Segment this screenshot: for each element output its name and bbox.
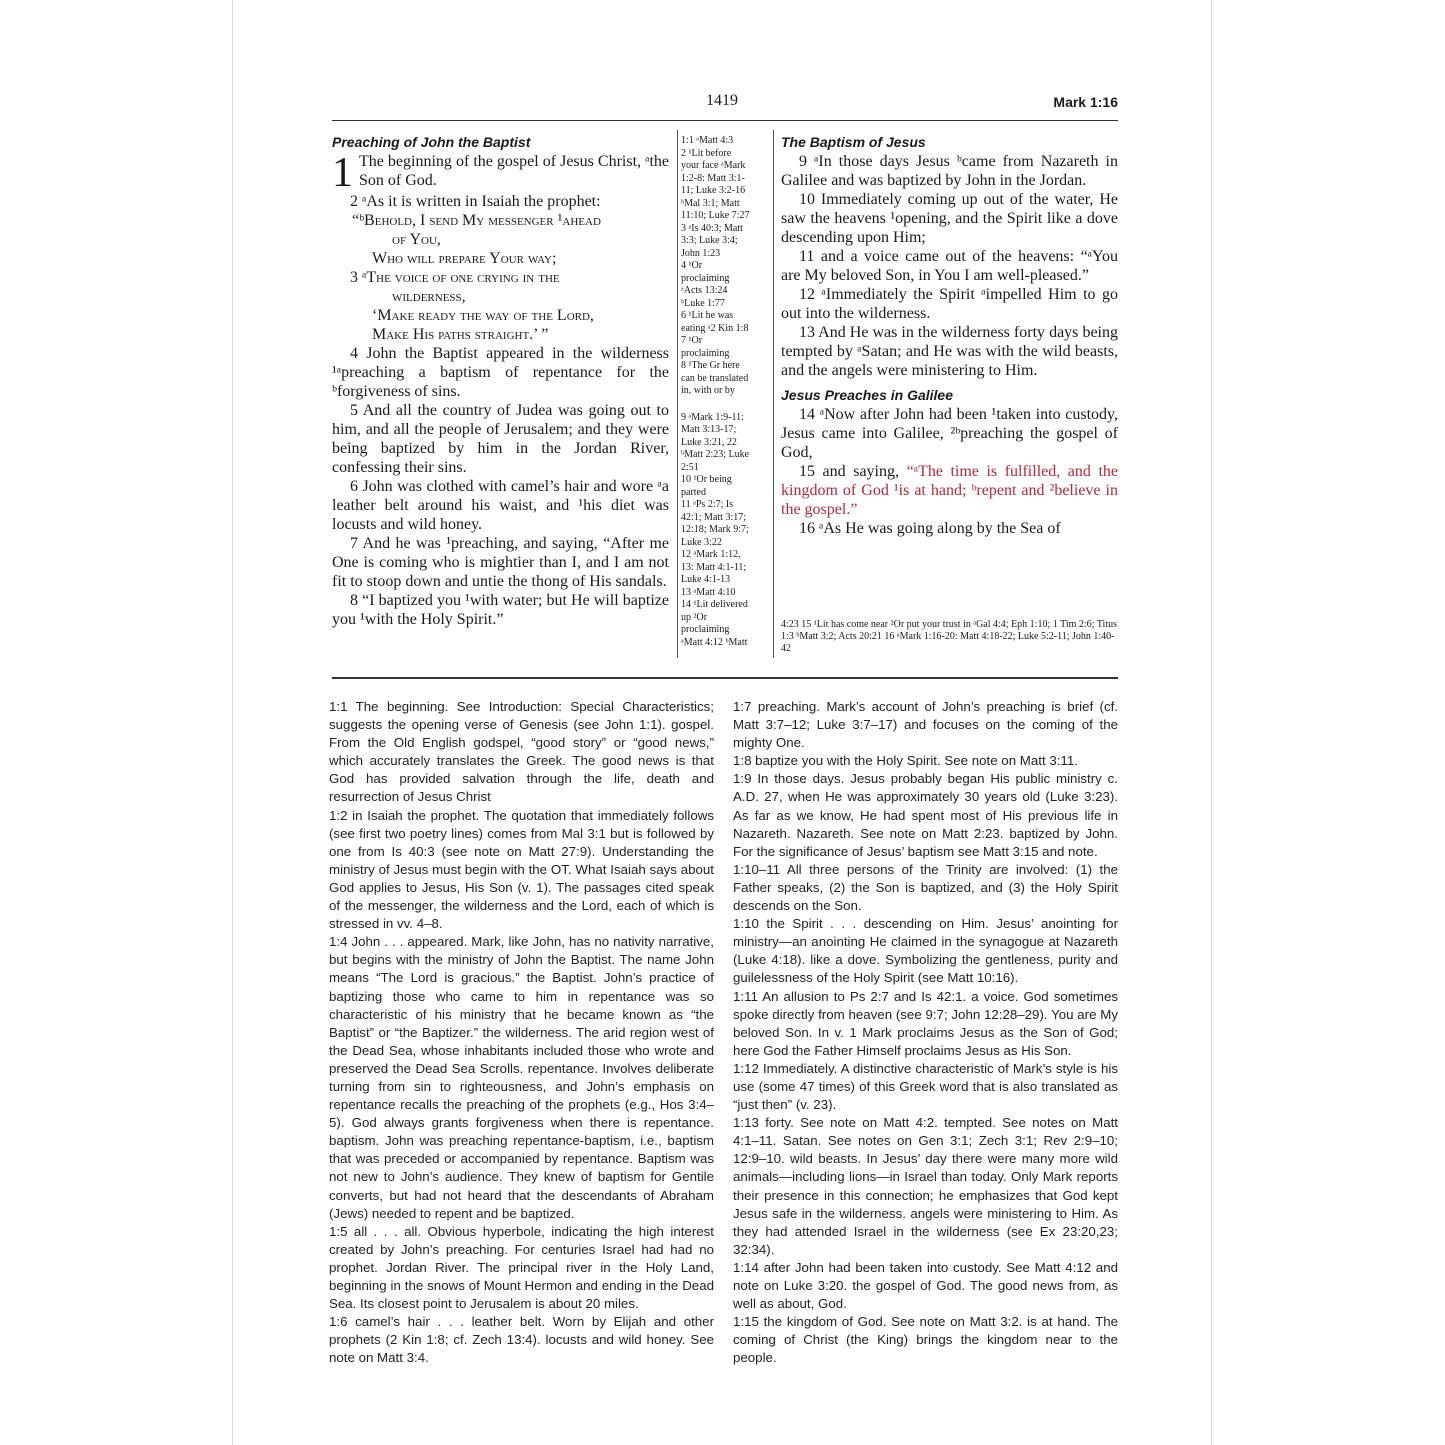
verse-15: 15 and saying, “ᵃThe time is fulfilled, and the kingdom of God ¹is at hand; ᵇrepent and ²believe in the gospel.” (781, 463, 1119, 518)
xref-line: Matt 3:13-17; (681, 424, 737, 435)
xref-line: 2 ¹Lit before (681, 147, 732, 159)
xref-line: 12 ᵃMark 1:12, (681, 549, 741, 560)
study-note: 1:14 after John had been taken into custody. See Matt 4:12 and note on Luke 3:20. the gospel of God. The good news from, as well as about, God. (733, 1259, 1118, 1312)
verse-9: 9 ᵃIn those days Jesus ᵇcame from Nazareth in Galilee and was baptized by John in the Jordan. (781, 153, 1118, 189)
verse-6: 6 John was clothed with camel’s hair and wore ᵃa leather belt around his waist, and ¹his diet was locusts and wild honey. (332, 478, 669, 533)
poetry-block-1 (332, 211, 669, 268)
xref-line: 11; Luke 3:2-16 (681, 185, 746, 196)
words-of-christ: “ᵃThe time is fulfilled, and the kingdom of God ¹is at hand; ᵇrepent and ²believe in the gospel.” (781, 463, 1119, 518)
verse-footnotes: 4:23 15 ¹Lit has come near ²Or put your trust in ᵃGal 4:4; Eph 1:10; 1 Tim 2:6; Titus 1:3 ᵇMatt 3:2; Acts 20:21 16 ᵃMark 1:16-20: Matt 4:18-22; Luke 5:2-11; John 1:40-42 (781, 619, 1117, 654)
xref-line: 13 ᵃMatt 4:10 (681, 586, 736, 598)
study-note: 1:7 preaching. Mark’s account of John’s preaching is brief (cf. Matt 3:7–12; Luke 3:7–17) and focuses on the coming of the mighty One. (733, 699, 1118, 751)
verse-12: 12 ᵃImmediately the Spirit ᵃimpelled Him to go out into the wilderness. (781, 286, 1118, 322)
section-heading: Jesus Preaches in Galilee (781, 387, 953, 403)
study-note: 1:8 baptize you with the Holy Spirit. See note on Matt 3:11. (733, 753, 1078, 769)
xref-line: ᵃMatt 4:12 ᵇMatt (681, 636, 748, 648)
study-note: 1:5 all . . . all. Obvious hyperbole, indicating the high interest created by John’s preaching. For centuries Israel had had no prophet. Jordan River. The principal river in the Holy Land, beginning in the snows of Mount Hermon and ending in the Dead Sea. Its closest point to Jerusalem is about 20 miles. (329, 1223, 714, 1312)
xref-line: proclaiming (681, 347, 730, 359)
verse-5: 5 And all the country of Judea was going out to him, and all the people of Jerusalem; and they were being baptized by him in the Jordan River, confessing their sins. (332, 402, 669, 476)
xref-line: eating ᵃ2 Kin 1:8 (681, 322, 749, 334)
verse-10: 10 Immediately coming up out of the water, He saw the heavens ¹opening, and the Spirit like a dove descending upon Him; (781, 191, 1118, 246)
column-divider-left (677, 130, 678, 658)
xref-line: ᵇLuke 1:77 (681, 297, 725, 309)
verse-1: 1 The beginning of the gospel of Jesus Christ, ᵃthe Son of God. (332, 150, 669, 196)
xref-line: can be translated (681, 372, 749, 384)
xref-line: ᵇMatt 2:23; Luke (681, 449, 750, 460)
xref-line: ᵃActs 13:24 (681, 285, 728, 296)
notes-divider (332, 677, 1118, 679)
xref-line: proclaiming (681, 624, 730, 635)
study-notes-left (329, 698, 714, 1367)
study-note: 1:10–11 All three persons of the Trinity are involved: (1) the Father speaks, (2) the Son is baptized, and (3) the Holy Spirit descends on the Son. (733, 861, 1118, 914)
poetry-line: Make His paths straight.’ ” (372, 326, 549, 343)
xref-line: John 1:23 (681, 247, 721, 259)
xref-line: 10 ¹Or being (681, 474, 732, 485)
xref-line: ᵇMal 3:1; Matt (681, 197, 740, 209)
poetry-block-2 (332, 268, 669, 344)
study-note: 1:11 An allusion to Ps 2:7 and Is 42:1. a voice. God sometimes spoke directly from heaven (see 9:7; John 12:28–29). You are My beloved Son. In v. 1 Mark proclaims Jesus as the Son of God; here God the Father Himself proclaims Jesus as His Son. (733, 988, 1118, 1058)
study-note: 1:2 in Isaiah the prophet. The quotation that immediately follows (see first two poetry lines) comes from Mal 3:1 but is followed by one from Is 40:3 (see note on Matt 27:9). Understanding the ministry of Jesus must begin with the OT. What Isaiah says about God applies to Jesus, His Son (v. 1). The passages cited speak of the messenger, the wilderness and the Lord, each of which is stressed in vv. 4–8. (329, 807, 714, 932)
xref-line: 4 ¹Or (681, 260, 703, 271)
poetry-line: of You, (392, 231, 441, 248)
xref-line: Luke 3:21, 22 (681, 436, 737, 448)
header-rule (332, 120, 1118, 121)
xref-line: Luke 3:22 (681, 536, 722, 548)
xref-line: 1:2-8: Matt 3:1- (681, 172, 745, 184)
column-divider-right (773, 130, 774, 658)
verse-4: 4 John the Baptist appeared in the wilderness ¹ᵃpreaching a baptism of repentance for the ᵇforgiveness of sins. (332, 345, 669, 400)
study-notes-right (733, 698, 1118, 1367)
study-note: 1:1 The beginning. See Introduction: Special Characteristics; suggests the opening verse of Genesis (see John 1:1). gospel. From the Old English godspel, “good story” or “good news,” which accurately translates the Greek. The good news is that God has provided salvation through the life, death and resurrection of Jesus Christ (329, 699, 714, 805)
poetry-line: “ᵇBehold, I send My messenger ¹ahead (352, 212, 601, 229)
xref-line: 42:1; Matt 3:17; (681, 511, 746, 523)
study-note: 1:13 forty. See note on Matt 4:2. tempted. See notes on Matt 4:1–11. Satan. See notes on Gen 3:1; Zech 3:1; Rev 2:9–10; 12:9–10. wild beasts. In Jesus’ day there were many more wild animals—including lions—in Israel than today. Only Mark reports their presence in this connection; he emphasizes that God kept Jesus safe in the wilderness. angels were ministering to Him. As they had attended Israel in the wilderness (see Ex 23:20,23; 32:34). (733, 1115, 1118, 1257)
xref-line: parted (681, 486, 706, 498)
xref-line: 11 ᵃPs 2:7; Is (681, 499, 734, 510)
poetry-line: Who will prepare Your way; (372, 250, 557, 267)
xref-line: 13: Matt 4:1-11; (681, 561, 747, 573)
bible-column-right (781, 133, 1118, 538)
xref-line: 1:1 ᵃMatt 4:3 (681, 135, 734, 146)
verse-16: 16 ᵃAs He was going along by the Sea of (799, 520, 1061, 537)
verse-8: 8 “I baptized you ¹with water; but He will baptize you ¹with the Holy Spirit.” (332, 592, 669, 628)
xref-line: your face ᵃMark (681, 160, 746, 171)
xref-line: proclaiming (681, 272, 730, 284)
xref-line: 11:10; Luke 7:27 (681, 210, 750, 221)
xref-line: 2:51 (681, 461, 699, 473)
page-number: 1419 (706, 92, 738, 109)
study-note: 1:12 Immediately. A distinctive characteristic of Mark’s style is his use (some 47 times) of this Greek word that is also translated as “just then” (v. 23). (733, 1060, 1118, 1113)
xref-line: 6 ¹Lit he was (681, 310, 734, 321)
verse-13: 13 And He was in the wilderness forty days being tempted by ᵃSatan; and He was with the wild beasts, and the angels were ministering to Him. (781, 324, 1118, 379)
xref-line: Luke 4:1-13 (681, 574, 731, 585)
verse-11: 11 and a voice came out of the heavens: “ᵃYou are My beloved Son, in You I am well-pleased.” (781, 248, 1118, 284)
xref-line: 3:3; Luke 3:4; (681, 235, 738, 246)
xref-line: 12:18; Mark 9:7; (681, 524, 749, 535)
xref-line: 3 ᵃIs 40:3; Matt (681, 222, 743, 234)
xref-line: 9 ᵃMark 1:9-11: (681, 411, 744, 423)
poetry-line: wilderness, (392, 288, 466, 305)
xref-line: 8 ¹The Gr here (681, 360, 740, 371)
bible-column-left (332, 133, 669, 629)
study-note: 1:4 John . . . appeared. Mark, like John, has no nativity narrative, but begins with the ministry of John the Baptist. The name John means “The Lord is gracious.” the Baptist. John’s practice of baptizing those who came to him in repentance was so characteristic of his ministry that he became known as “the Baptist” or “the Baptizer.” the wilderness. The arid region west of the Dead Sea, whose inhabitants included those who wrote and preserved the Dead Sea Scrolls. repentance. Involves deliberate turning from sin to righteousness, and John’s emphasis on repentance recalls the preaching of the prophets (e.g., Hos 3:4–5). God always grants forgiveness when there is repentance. baptism. John was preaching repentance-baptism, i.e., baptism that was preceded or accompanied by repentance. Baptism was not new to John’s audience. They knew of baptism for Gentile converts, but had not heard that the descendants of Abraham (Jews) needed to repent and be baptized. (329, 934, 714, 1221)
xref-gap (681, 398, 771, 412)
section-heading: Preaching of John the Baptist (332, 134, 531, 150)
study-note: 1:6 camel’s hair . . . leather belt. Worn by Elijah and other prophets (2 Kin 1:8; cf. Zech 13:4). locusts and wild honey. See note on Matt 3:4. (329, 1314, 714, 1366)
xref-line: up ²Or (681, 611, 708, 623)
verse-2: 2 ᵃAs it is written in Isaiah the prophet: (350, 193, 601, 210)
poetry-line: ‘Make ready the way of the Lord, (372, 307, 594, 324)
study-note: 1:10 the Spirit . . . descending on Him. Jesus’ anointing for ministry—an anointing He claimed in the synagogue at Nazareth (Luke 4:18). like a dove. Symbolizing the gentleness, purity and guilelessness of the Holy Spirit (see Matt 10:16). (733, 916, 1118, 986)
study-note: 1:15 the kingdom of God. See note on Matt 3:2. is at hand. The coming of Christ (the King) brings the kingdom near to the people. (733, 1314, 1118, 1366)
verse-14: 14 ᵃNow after John had been ¹taken into custody, Jesus came into Galilee, ²ᵇpreaching the gospel of God, (781, 406, 1118, 461)
xref-line: 14 ¹Lit delivered (681, 599, 748, 610)
running-reference: Mark 1:16 (1053, 94, 1118, 110)
poetry-line: 3 ᵃThe voice of one crying in the (350, 269, 560, 286)
chapter-number: 1 (332, 150, 353, 196)
study-note: 1:9 In those days. Jesus probably began His public ministry c. A.D. 27, when He was approximately 30 years old (Luke 3:23). As far as we know, He had spent most of His previous life in Nazareth. Nazareth. See note on Matt 2:23. baptized by John. For the significance of Jesus’ baptism see Matt 3:15 and note. (733, 771, 1118, 859)
cross-references (681, 135, 771, 649)
xref-line: in, with or by (681, 385, 735, 396)
section-heading: The Baptism of Jesus (781, 134, 926, 150)
xref-line: 7 ¹Or (681, 335, 703, 346)
verse-7: 7 And he was ¹preaching, and saying, “After me One is coming who is mightier than I, and I am not fit to stoop down and untie the thong of His sandals. (332, 535, 669, 590)
